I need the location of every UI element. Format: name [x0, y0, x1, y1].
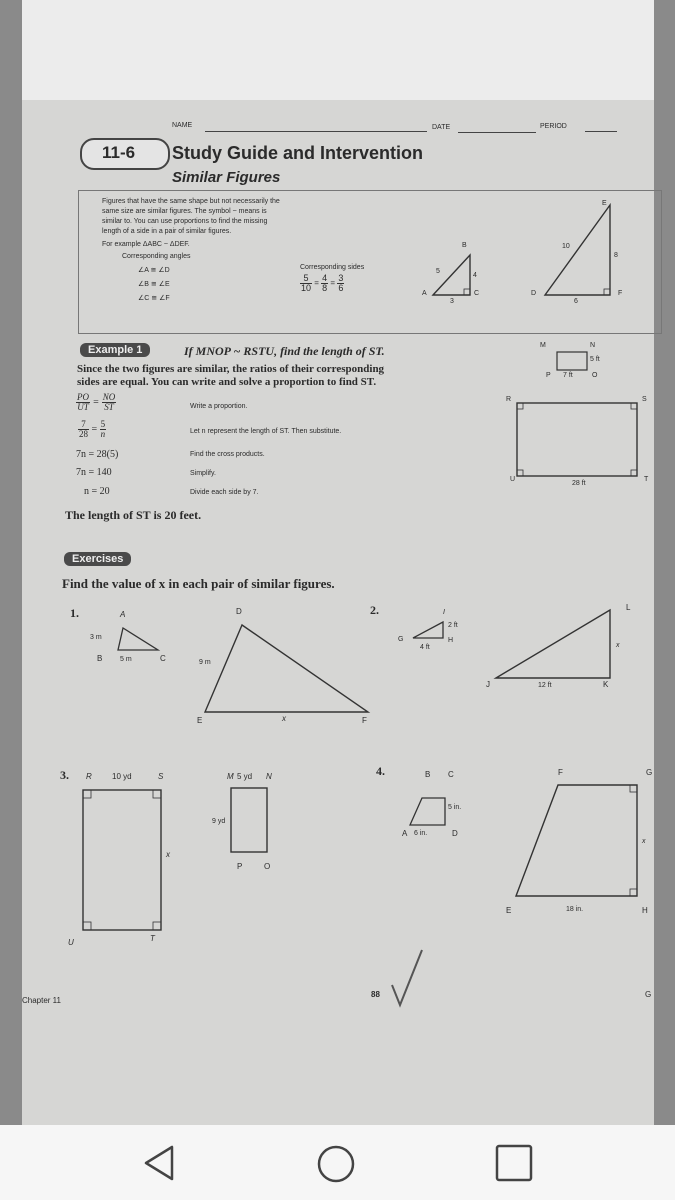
label-m: M: [540, 342, 546, 349]
p3-label-m: M: [227, 772, 234, 781]
label-f: F: [618, 290, 623, 297]
example-question: If MNOP ~ RSTU, find the length of ST.: [184, 344, 385, 358]
p3-label-o: O: [264, 862, 271, 871]
system-navbar: [0, 1125, 675, 1200]
angles-heading: Corresponding angles: [122, 253, 191, 260]
label-d: D: [531, 290, 537, 297]
side-28ft: 28 ft: [572, 480, 586, 487]
p2-label-l: L: [626, 603, 631, 612]
p3-side-rs: 10 yd: [112, 772, 132, 781]
p4-side-eh: 18 in.: [566, 906, 584, 913]
example-badge: Example 1: [80, 343, 150, 357]
exercises-instruction: Find the value of x in each pair of similar figures.: [62, 576, 335, 591]
exercises-badge: Exercises: [64, 552, 131, 566]
corner-r-p3: [83, 790, 91, 798]
label-b: B: [462, 242, 467, 249]
p4-label-a: A: [402, 829, 408, 838]
side-4: 4: [473, 272, 477, 279]
example-line-1: Since the two figures are similar, the ratios of their corresponding: [77, 363, 385, 375]
back-icon[interactable]: [140, 1143, 180, 1183]
name-label: NAME: [172, 122, 193, 129]
frac-3-den: 6: [338, 283, 344, 293]
step-2-num-a: 7: [78, 420, 89, 430]
p2-side-lk: x: [616, 642, 620, 649]
intro-line-4: length of a side in a pair of similar figures.: [102, 228, 232, 235]
p2-label-k: K: [603, 680, 609, 689]
frac-1-den: 10: [301, 283, 312, 293]
label-c: C: [474, 290, 480, 297]
sides-heading: Corresponding sides: [300, 264, 365, 271]
intro-line-2: same size are similar figures. The symbol ~ means is: [102, 208, 267, 215]
intro-line-1: Figures that have the same shape but not necessarily the: [102, 198, 280, 205]
rect-mnop-p3: [231, 788, 267, 852]
p2-side-ih: 2 ft: [448, 622, 458, 629]
p4-side-gh: x: [642, 838, 646, 845]
p1-label-d: D: [236, 607, 242, 616]
triangle-def-p1: [205, 625, 368, 712]
side-10: 10: [562, 243, 570, 250]
step-1-num-b: NO: [102, 392, 116, 402]
recents-icon[interactable]: [494, 1143, 536, 1185]
corner-s-p3: [153, 790, 161, 798]
step-3-math: 7n = 28(5): [76, 449, 119, 460]
example-conclusion: The length of ST is 20 feet.: [65, 508, 202, 522]
triangle-ghi-p2: [413, 622, 443, 638]
p1-side-bc: 5 m: [120, 656, 132, 663]
corner-t-p3: [153, 922, 161, 930]
label-e: E: [602, 200, 607, 207]
p4-side-cd: 5 in.: [448, 804, 462, 811]
step-5-note: Divide each side by 7.: [190, 489, 259, 496]
p1-label-c: C: [160, 654, 166, 663]
corner-h-p4: [630, 889, 637, 896]
label-t: T: [644, 476, 649, 483]
lesson-title: Study Guide and Intervention: [172, 143, 424, 163]
frac-3-num: 3: [338, 273, 344, 283]
side-8: 8: [614, 252, 618, 259]
frac-2-den: 8: [322, 283, 328, 293]
p1-label-a: A: [120, 610, 126, 619]
angle-c-f: ∠C ≅ ∠F: [138, 295, 170, 302]
step-1-den-b: ST: [104, 402, 114, 412]
p3-label-u: U: [68, 938, 74, 947]
p3-label-n: N: [266, 772, 272, 781]
lesson-subtitle: Similar Figures: [172, 169, 281, 186]
step-1-num-a: PO: [77, 392, 89, 402]
p4-label-b: B: [425, 770, 431, 779]
side-5: 5: [436, 268, 440, 275]
p4-label-c: C: [448, 770, 454, 779]
p4-label-f: F: [558, 768, 563, 777]
home-icon[interactable]: [315, 1143, 357, 1185]
step-2-note: Let n represent the length of ST. Then substitute.: [190, 428, 342, 435]
step-2-num-b: 5: [100, 419, 106, 429]
step-4-note: Simplify.: [190, 470, 216, 477]
p1-label-e: E: [197, 716, 203, 725]
corner-u-p3: [83, 922, 91, 930]
p1-side-ef: x: [282, 714, 286, 723]
p3-label-s: S: [158, 772, 164, 781]
p3-label-p: P: [237, 862, 243, 871]
p4-label-d: D: [452, 829, 458, 838]
p4-label-e: E: [506, 906, 512, 915]
step-1-note: Write a proportion.: [190, 403, 248, 410]
example-line-2: sides are equal. You can write and solve a proportion to find ST.: [77, 376, 377, 388]
side-7ft: 7 ft: [563, 372, 573, 379]
p3-side-mp: 9 yd: [212, 818, 226, 825]
label-r: R: [506, 396, 512, 403]
frac-2-num: 4: [322, 273, 328, 283]
p4-label-h: H: [642, 906, 648, 915]
triangle-abc-p1: [118, 628, 158, 650]
p3-side-mn: 5 yd: [237, 772, 253, 781]
label-a: A: [422, 290, 427, 297]
p1-label-b: B: [97, 654, 103, 663]
intro-line-3: similar to. You can use proportions to find the missing: [102, 218, 268, 225]
p3-side-st: x: [166, 850, 170, 859]
step-2-den-a: 28: [79, 429, 88, 439]
triangle-jkl-p2: [496, 610, 610, 678]
p3-number: 3.: [60, 768, 69, 782]
chapter-label: Chapter 11: [22, 996, 61, 1005]
p2-label-h: H: [448, 637, 454, 644]
p4-label-g: G: [646, 768, 653, 777]
page-number: 88: [371, 990, 380, 999]
side-3: 3: [450, 298, 454, 305]
label-n: N: [590, 342, 596, 349]
p1-number: 1.: [70, 606, 79, 620]
step-4-math: 7n = 140: [76, 467, 112, 478]
step-5-math: n = 20: [84, 486, 110, 497]
p1-label-f: F: [362, 716, 367, 725]
p3-label-r: R: [86, 772, 92, 781]
label-s: S: [642, 396, 647, 403]
p2-label-i: I: [443, 609, 445, 616]
step-2-den-b: n: [100, 429, 106, 439]
trap-abcd-p4: [410, 798, 445, 825]
angle-b-e: ∠B ≅ ∠E: [138, 281, 170, 288]
intro-example-line: For example ΔABC ~ ΔDEF.: [102, 241, 190, 248]
frac-1-num: 5: [300, 274, 312, 284]
p2-label-g: G: [398, 636, 404, 643]
step-2-math: $\frac{7}{28}$ = $\frac{5}{n}$: [79, 419, 106, 439]
p4-side-ad: 6 in.: [414, 830, 428, 837]
p1-side-de: 9 m: [199, 659, 211, 666]
side-5ft: 5 ft: [590, 356, 600, 363]
step-1-math: $\frac{PO}{UT}$ = $\frac{NO}{ST}$: [77, 392, 116, 412]
p2-side-jk: 12 ft: [538, 682, 552, 689]
side-6: 6: [574, 298, 578, 305]
lesson-number: 11-6: [102, 143, 136, 162]
label-o: O: [592, 372, 598, 379]
edge-letter: G: [645, 990, 652, 999]
p1-side-ab: 3 m: [90, 634, 102, 641]
period-label: PERIOD: [540, 123, 567, 130]
date-label: DATE: [432, 124, 451, 131]
handwritten-check: [392, 950, 422, 1005]
rect-rstu-p3: [83, 790, 161, 930]
label-u: U: [510, 476, 516, 483]
label-p: P: [546, 372, 551, 379]
step-1-den-a: UT: [77, 402, 89, 412]
p4-number: 4.: [376, 764, 385, 778]
trap-efgh-p4: [516, 785, 637, 896]
angle-a-d: ∠A ≅ ∠D: [138, 267, 170, 274]
sides-proportion: $\frac{5}{10}$ = $\frac{4}{8}$ = $\frac{3}{6}$: [301, 273, 344, 293]
p2-label-j: J: [486, 680, 490, 689]
p2-number: 2.: [370, 603, 379, 617]
corner-g-p4: [630, 785, 637, 792]
step-3-note: Find the cross products.: [190, 451, 265, 458]
p2-side-gh: 4 ft: [420, 644, 430, 651]
p3-label-t: T: [150, 934, 155, 943]
